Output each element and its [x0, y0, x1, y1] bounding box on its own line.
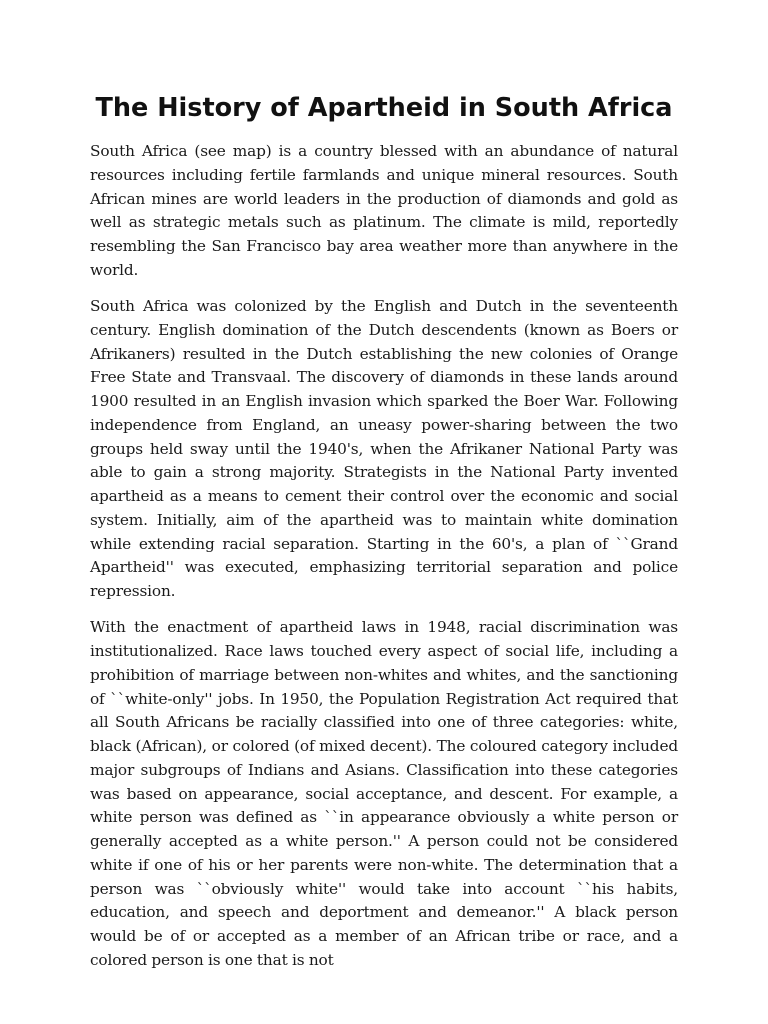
paragraph-colonization: South Africa was colonized by the English and Dutch in the seventeenth century. English domination of the Dutch descendents (known as Boers or Afrikaners) resulted in the Dutch establishing the new colonies of Orange Free State and Transvaal. The discovery of diamonds in these lands around 1900 resulted in an English invasion which sparked the Boer War. Following independence from England, an uneasy power-sharing between the two groups held sway until the 1940's, when the Afrikaner National Party was able to gain a strong majority. Strategists in the National Party invented apartheid as a means to cement their control over the economic and social system. Initially, aim of the apartheid was to maintain white domination while extending racial separation. Starting in the 60's, a plan of ``Grand Apartheid'' was executed, emphasizing territorial separation and police repression.: [90, 297, 678, 600]
paragraph-geography: South Africa (see map) is a country blessed with an abundance of natural resources including fertile farmlands and unique mineral resources. South African mines are world leaders in the production of diamonds and gold as well as strategic metals such as platinum. The climate is mild, reportedly resembling the San Francisco bay area weather more than anywhere in the world.: [90, 142, 678, 279]
paragraph-apartheid-laws: With the enactment of apartheid laws in 1948, racial discrimination was institutionalized. Race laws touched every aspect of social life, including a prohibition of marriage between non-whites and whites, and the sanctioning of ``white-only'' jobs. In 1950, the Population Registration Act required that all South Africans be racially classified into one of three categories: white, black (African), or colored (of mixed decent). The coloured category included major subgroups of Indians and Asians. Classification into these categories was based on appearance, social acceptance, and descent. For example, a white person was defined as ``in appearance obviously a white person or generally accepted as a white person.'' A person could not be considered white if one of his or her parents were non-white. The determination that a person was ``obviously white'' would take into account ``his habits, education, and speech and deportment and demeanor.'' A black person would be of or accepted as a member of an African tribe or race, and a colored person is one that is not: [90, 618, 678, 969]
document-body: [90, 140, 678, 969]
page-title: The History of Apartheid in South Africa: [95, 93, 673, 123]
